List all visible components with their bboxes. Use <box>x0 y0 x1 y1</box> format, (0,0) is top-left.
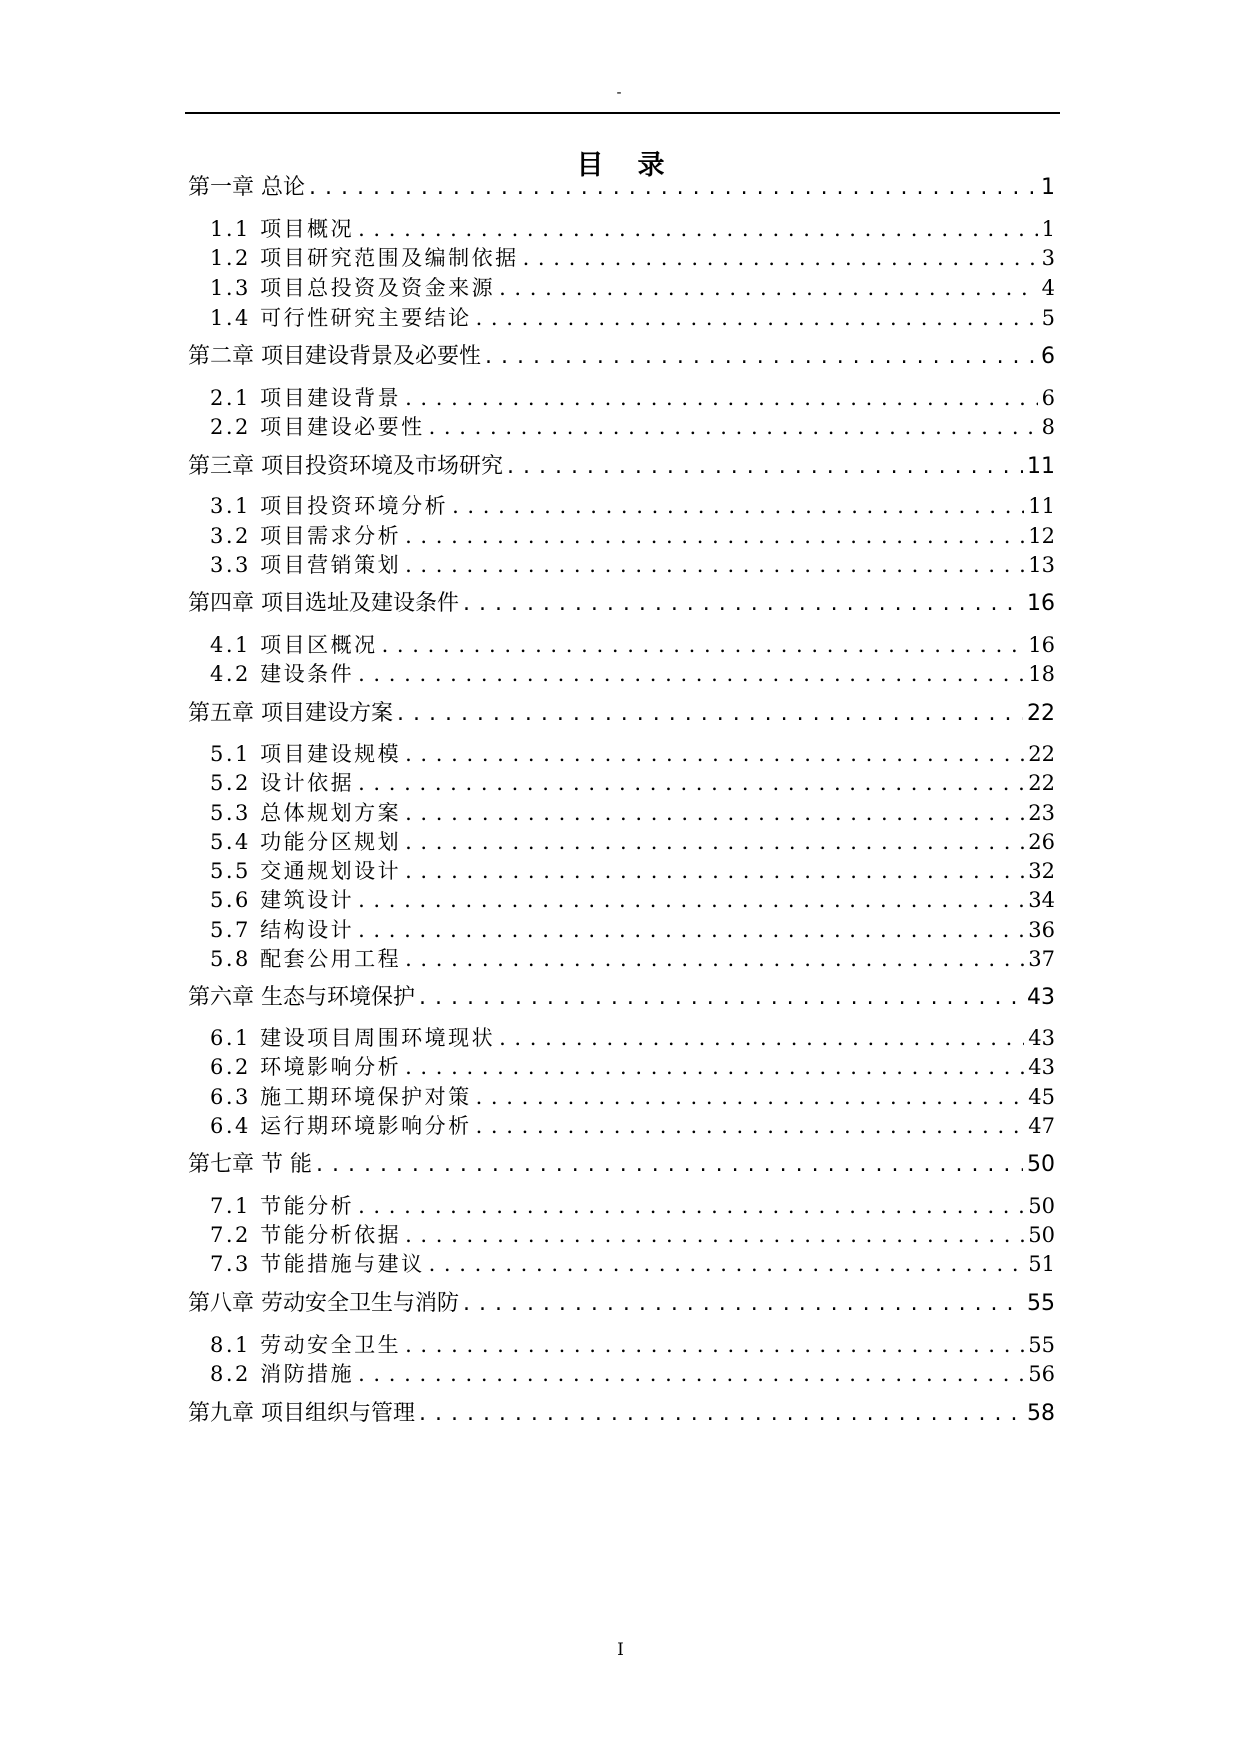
toc-section-entry[interactable] <box>210 943 1055 975</box>
toc-leader-dots <box>309 172 1037 204</box>
toc-section-entry[interactable] <box>210 884 1055 916</box>
toc-entry-label: 第五章 项目建设方案 <box>188 701 393 726</box>
toc-chapter-entry[interactable] <box>188 1398 1055 1430</box>
toc-section-entry[interactable] <box>210 549 1055 581</box>
toc-entry-label: 第二章 项目建设背景及必要性 <box>188 344 481 369</box>
toc-entry-label: 5.2 设计依据 <box>210 771 355 795</box>
toc-chapter-entry[interactable] <box>188 698 1055 730</box>
toc-page-number: 43 <box>1027 985 1055 1010</box>
toc-page-number: 22 <box>1028 771 1055 795</box>
toc-section-entry[interactable] <box>210 1022 1055 1054</box>
toc-section-entry[interactable] <box>210 1190 1055 1222</box>
toc-leader-dots <box>358 213 1038 245</box>
toc-entry-label: 1.3 项目总投资及资金来源 <box>210 276 496 300</box>
toc-page-number: 22 <box>1027 701 1055 726</box>
toc-page-number: 51 <box>1028 1252 1055 1276</box>
toc-entry-label: 3.1 项目投资环境分析 <box>210 494 449 518</box>
toc-section-entry[interactable] <box>210 411 1055 443</box>
toc-leader-dots <box>405 738 1024 770</box>
toc-section-entry[interactable] <box>210 629 1055 661</box>
toc-section-entry[interactable] <box>210 767 1055 799</box>
toc-entry-label: 7.3 节能措施与建议 <box>210 1252 425 1276</box>
toc-leader-dots <box>405 1051 1024 1083</box>
toc-leader-dots <box>429 1248 1025 1280</box>
footer-page-number: I <box>617 1640 624 1660</box>
toc-leader-dots <box>358 914 1024 946</box>
header-mark: - <box>616 85 622 101</box>
toc-page-number: 55 <box>1027 1291 1055 1316</box>
toc-section-entry[interactable] <box>210 738 1055 770</box>
toc-entry-label: 第一章 总论 <box>188 175 305 200</box>
toc-page-number: 23 <box>1028 801 1055 825</box>
toc-entry-label: 8.2 消防措施 <box>210 1362 355 1386</box>
toc-entry-label: 1.4 可行性研究主要结论 <box>210 306 472 330</box>
toc-leader-dots <box>452 490 1024 522</box>
toc-section-entry[interactable] <box>210 914 1055 946</box>
toc-section-entry[interactable] <box>210 1358 1055 1390</box>
toc-page-number: 36 <box>1028 918 1055 942</box>
toc-leader-dots <box>485 341 1037 373</box>
toc-leader-dots <box>476 302 1038 334</box>
toc-entry-label: 5.1 项目建设规模 <box>210 742 402 766</box>
toc-leader-dots <box>507 451 1023 483</box>
toc-leader-dots <box>405 943 1024 975</box>
toc-section-entry[interactable] <box>210 1248 1055 1280</box>
toc-leader-dots <box>358 767 1024 799</box>
toc-page-number: 37 <box>1028 947 1055 971</box>
toc-entry-label: 5.3 总体规划方案 <box>210 801 402 825</box>
toc-entry-label: 8.1 劳动安全卫生 <box>210 1333 402 1357</box>
toc-section-entry[interactable] <box>210 1219 1055 1251</box>
toc-page-number: 11 <box>1027 454 1055 479</box>
toc-entry-label: 第九章 项目组织与管理 <box>188 1401 415 1426</box>
toc-entry-label: 1.2 项目研究范围及编制依据 <box>210 246 519 270</box>
toc-entry-label: 6.1 建设项目周围环境现状 <box>210 1026 496 1050</box>
toc-page-number: 34 <box>1028 888 1055 912</box>
toc-leader-dots <box>419 982 1023 1014</box>
toc-section-entry[interactable] <box>210 1081 1055 1113</box>
toc-page-number: 1 <box>1041 217 1055 241</box>
toc-leader-dots <box>476 1081 1025 1113</box>
toc-page-number: 56 <box>1028 1362 1055 1386</box>
toc-leader-dots <box>463 1288 1023 1320</box>
toc-leader-dots <box>358 1358 1024 1390</box>
toc-entry-label: 第六章 生态与环境保护 <box>188 985 415 1010</box>
toc-section-entry[interactable] <box>210 658 1055 690</box>
toc-entry-label: 5.6 建筑设计 <box>210 888 355 912</box>
toc-section-entry[interactable] <box>210 302 1055 334</box>
toc-section-entry[interactable] <box>210 1051 1055 1083</box>
toc-page-number: 32 <box>1028 859 1055 883</box>
toc-section-entry[interactable] <box>210 382 1055 414</box>
toc-title: 目录 <box>576 150 699 181</box>
toc-page-number: 4 <box>1041 276 1055 300</box>
toc-page-number: 50 <box>1028 1223 1055 1247</box>
toc-leader-dots <box>382 629 1025 661</box>
toc-page-number: 1 <box>1041 175 1055 200</box>
toc-leader-dots <box>405 382 1038 414</box>
toc-chapter-entry[interactable] <box>188 1149 1055 1181</box>
toc-leader-dots <box>499 1022 1024 1054</box>
toc-section-entry[interactable] <box>210 1329 1055 1361</box>
toc-leader-dots <box>316 1149 1023 1181</box>
toc-page-number: 18 <box>1028 662 1055 686</box>
toc-entry-label: 2.1 项目建设背景 <box>210 386 402 410</box>
toc-leader-dots <box>358 884 1024 916</box>
toc-page-number: 58 <box>1027 1401 1055 1426</box>
toc-page-number: 8 <box>1041 415 1055 439</box>
toc-section-entry[interactable] <box>210 855 1055 887</box>
toc-chapter-entry[interactable] <box>188 588 1055 620</box>
toc-leader-dots <box>419 1398 1023 1430</box>
toc-leader-dots <box>476 1110 1025 1142</box>
toc-entry-label: 第八章 劳动安全卫生与消防 <box>188 1291 459 1316</box>
toc-entry-label: 1.1 项目概况 <box>210 217 355 241</box>
toc-entry-label: 第七章 节 能 <box>188 1152 312 1177</box>
toc-page-number: 6 <box>1041 344 1055 369</box>
toc-leader-dots <box>405 797 1024 829</box>
toc-section-entry[interactable] <box>210 520 1055 552</box>
toc-page-number: 5 <box>1041 306 1055 330</box>
toc-entry-label: 4.2 建设条件 <box>210 662 355 686</box>
toc-page-number: 16 <box>1028 633 1055 657</box>
toc-entry-label: 5.8 配套公用工程 <box>210 947 402 971</box>
toc-chapter-entry[interactable] <box>188 1288 1055 1320</box>
toc-page-number: 45 <box>1028 1085 1055 1109</box>
toc-entry-label: 7.1 节能分析 <box>210 1194 355 1218</box>
toc-section-entry[interactable] <box>210 242 1055 274</box>
toc-section-entry[interactable] <box>210 797 1055 829</box>
toc-entry-label: 6.4 运行期环境影响分析 <box>210 1114 472 1138</box>
toc-section-entry[interactable] <box>210 490 1055 522</box>
toc-chapter-entry[interactable] <box>188 982 1055 1014</box>
toc-leader-dots <box>405 1329 1024 1361</box>
toc-page-number: 22 <box>1028 742 1055 766</box>
toc-page-number: 6 <box>1041 386 1055 410</box>
toc-leader-dots <box>499 272 1038 304</box>
toc-entry-label: 6.2 环境影响分析 <box>210 1055 402 1079</box>
toc-leader-dots <box>397 698 1023 730</box>
toc-page-number: 47 <box>1028 1114 1055 1138</box>
toc-page-number: 43 <box>1028 1026 1055 1050</box>
toc-leader-dots <box>358 658 1024 690</box>
toc-chapter-entry[interactable] <box>188 172 1055 204</box>
toc-leader-dots <box>405 549 1024 581</box>
toc-entry-label: 第三章 项目投资环境及市场研究 <box>188 454 503 479</box>
toc-section-entry[interactable] <box>210 826 1055 858</box>
toc-chapter-entry[interactable] <box>188 451 1055 483</box>
toc-leader-dots <box>429 411 1038 443</box>
toc-leader-dots <box>523 242 1038 274</box>
toc-entry-label: 2.2 项目建设必要性 <box>210 415 425 439</box>
toc-entry-label: 5.7 结构设计 <box>210 918 355 942</box>
toc-leader-dots <box>405 855 1024 887</box>
toc-leader-dots <box>358 1190 1024 1222</box>
toc-leader-dots <box>405 826 1024 858</box>
toc-page-number: 16 <box>1027 591 1055 616</box>
toc-entry-label: 第四章 项目选址及建设条件 <box>188 591 459 616</box>
toc-page-number: 11 <box>1028 494 1055 518</box>
toc-section-entry[interactable] <box>210 213 1055 245</box>
toc-page-number: 12 <box>1028 524 1055 548</box>
toc-entry-label: 7.2 节能分析依据 <box>210 1223 402 1247</box>
toc-section-entry[interactable] <box>210 1110 1055 1142</box>
toc-page-number: 13 <box>1028 553 1055 577</box>
toc-page-number: 50 <box>1028 1194 1055 1218</box>
toc-leader-dots <box>405 520 1024 552</box>
toc-page-number: 55 <box>1028 1333 1055 1357</box>
toc-chapter-entry[interactable] <box>188 341 1055 373</box>
toc-entry-label: 6.3 施工期环境保护对策 <box>210 1085 472 1109</box>
toc-leader-dots <box>405 1219 1024 1251</box>
toc-page-number: 26 <box>1028 830 1055 854</box>
toc-entry-label: 3.3 项目营销策划 <box>210 553 402 577</box>
toc-page-number: 43 <box>1028 1055 1055 1079</box>
toc-section-entry[interactable] <box>210 272 1055 304</box>
toc-entry-label: 3.2 项目需求分析 <box>210 524 402 548</box>
toc-entry-label: 4.1 项目区概况 <box>210 633 378 657</box>
toc-entry-label: 5.4 功能分区规划 <box>210 830 402 854</box>
toc-page-number: 3 <box>1041 246 1055 270</box>
toc-page-number: 50 <box>1027 1152 1055 1177</box>
toc-leader-dots <box>463 588 1023 620</box>
toc-entry-label: 5.5 交通规划设计 <box>210 859 402 883</box>
